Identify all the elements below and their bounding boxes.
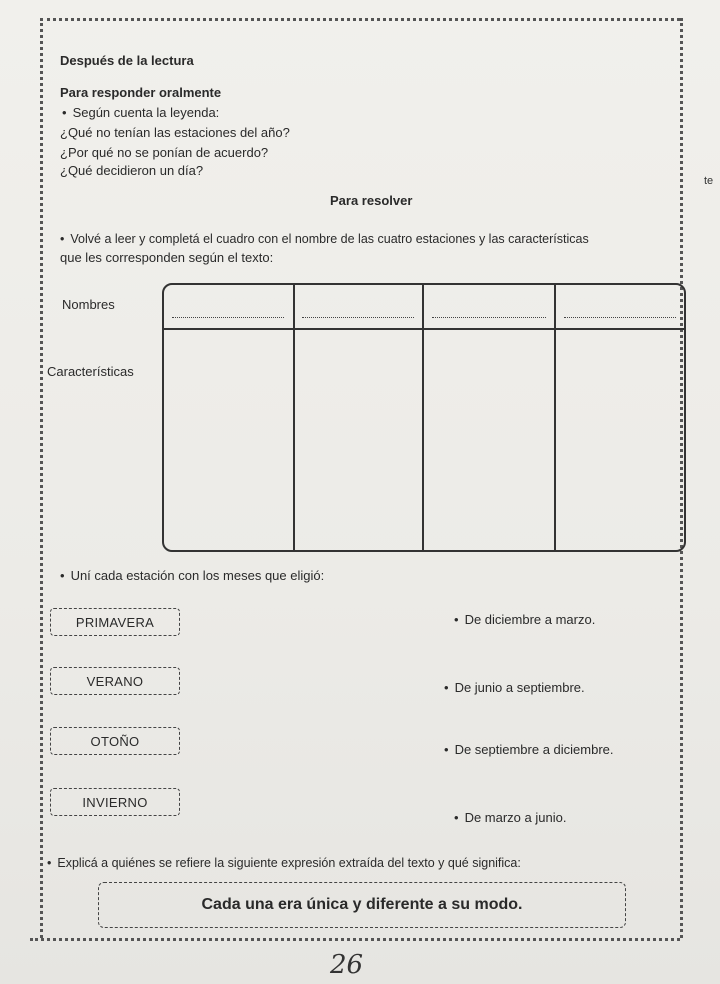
resolve-instruction-line1: • Volvé a leer y completá el cuadro con el nombre de las cuatro estaciones y las características <box>60 232 589 246</box>
name-writing-line-4[interactable] <box>564 317 676 318</box>
row-label-characteristics: Características <box>47 364 134 379</box>
season-box-otono[interactable]: OTOÑO <box>50 727 180 755</box>
oral-question-1: ¿Qué no tenían las estaciones del año? <box>60 125 290 140</box>
name-writing-line-2[interactable] <box>302 317 414 318</box>
table-column-divider <box>293 285 295 550</box>
season-box-verano[interactable]: VERANO <box>50 667 180 695</box>
table-column-divider <box>554 285 556 550</box>
name-writing-line-1[interactable] <box>172 317 284 318</box>
margin-mark: te <box>704 175 714 187</box>
seasons-table <box>162 283 686 552</box>
section-title: Después de la lectura <box>60 53 194 68</box>
left-dotted-border <box>40 18 43 938</box>
oral-intro: • Según cuenta la leyenda: <box>62 105 219 120</box>
oral-question-2: ¿Por qué no se ponían de acuerdo? <box>60 145 269 160</box>
resolve-instruction-line2: que les corresponden según el texto: <box>60 250 274 265</box>
table-column-divider <box>422 285 424 550</box>
name-writing-line-3[interactable] <box>432 317 546 318</box>
match-instruction: • Uní cada estación con los meses que eligió: <box>60 568 324 583</box>
explain-instruction: • Explicá a quiénes se refiere la siguiente expresión extraída del texto y qué significa: <box>47 856 521 870</box>
season-box-primavera[interactable]: PRIMAVERA <box>50 608 180 636</box>
months-option-4[interactable]: • De marzo a junio. <box>454 810 566 825</box>
row-label-names: Nombres <box>62 297 115 312</box>
bottom-dotted-border <box>30 938 680 941</box>
oral-question-3: ¿Qué decidieron un día? <box>60 163 204 178</box>
table-header-divider <box>164 328 684 330</box>
quoted-phrase-box: Cada una era única y diferente a su modo. <box>98 882 626 928</box>
top-dotted-border <box>40 18 680 21</box>
months-option-3[interactable]: • De septiembre a diciembre. <box>444 742 614 757</box>
page-number: 26 <box>330 950 364 980</box>
months-option-2[interactable]: • De junio a septiembre. <box>444 680 585 695</box>
resolve-heading: Para resolver <box>330 193 413 208</box>
season-box-invierno[interactable]: INVIERNO <box>50 788 180 816</box>
months-option-1[interactable]: • De diciembre a marzo. <box>454 612 595 627</box>
oral-heading: Para responder oralmente <box>60 85 222 100</box>
